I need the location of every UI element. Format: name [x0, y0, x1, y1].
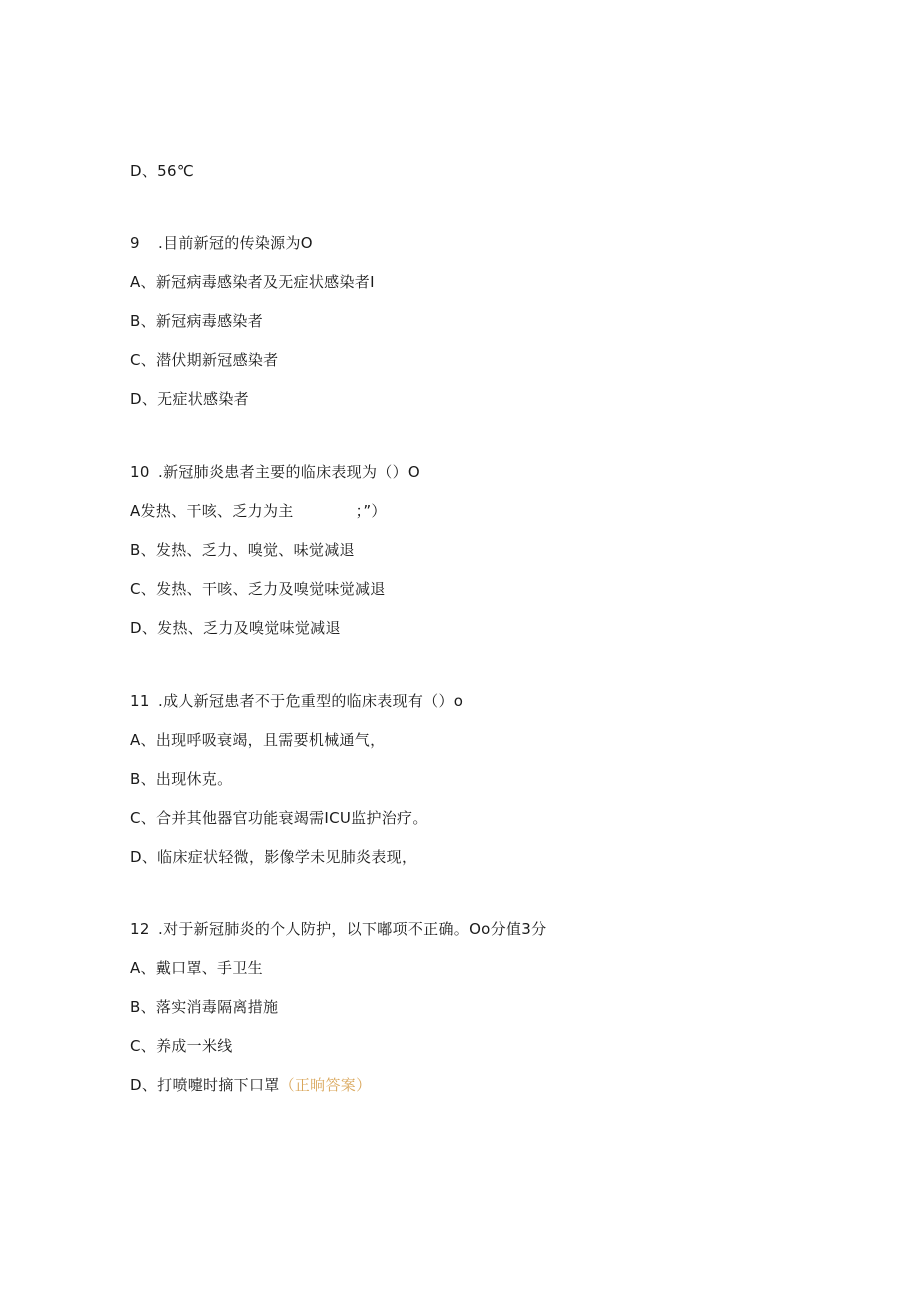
q10-option-c: [130, 579, 386, 599]
q11-option-d: [130, 847, 417, 867]
q9-option-c: [130, 350, 278, 370]
q11-option-b: [130, 769, 232, 789]
option-text: D、临床症状轻微，影像学未见肺炎表现，: [130, 848, 418, 866]
question-9: [130, 233, 313, 253]
option-d-prev: [130, 161, 194, 181]
option-text: B、新冠病毒感染者: [130, 312, 263, 330]
correct-answer-mark: （正晌答案）: [279, 1076, 372, 1094]
q10-option-d: [130, 618, 341, 638]
q10-option-b: [130, 540, 355, 560]
option-text: A发热、干咳、乏力为主: [130, 502, 294, 520]
q12-option-a: [130, 958, 263, 978]
stray-fragment: ；”）: [355, 502, 387, 520]
option-text: C、发热、干咳、乏力及嗅觉味觉减退: [130, 580, 386, 598]
q11-option-a: [130, 730, 385, 750]
question-text: .目前新冠的传染源为O: [158, 234, 313, 252]
option-text: C、养成一米线: [130, 1037, 233, 1055]
option-text: A、新冠病毒感染者及无症状感染者I: [130, 273, 375, 291]
question-text: .新冠肺炎患者主要的临床表现为（）O: [158, 463, 420, 481]
option-text: D、发热、乏力及嗅觉味觉减退: [130, 619, 341, 637]
question-number: 11: [130, 692, 150, 710]
q11-option-c: [130, 808, 428, 828]
option-text: D、56℃: [130, 162, 194, 180]
question-number: 9: [130, 234, 140, 252]
question-number: 12: [130, 920, 150, 938]
q9-option-d: [130, 389, 249, 409]
question-10: [130, 462, 420, 482]
q12-option-c: [130, 1036, 233, 1056]
option-text: C、合并其他器官功能衰竭需ICU监护治疗。: [130, 809, 428, 827]
option-text: B、出现休克。: [130, 770, 233, 788]
q9-option-a: [130, 272, 375, 292]
option-text: D、无症状感染者: [130, 390, 249, 408]
q9-option-b: [130, 311, 263, 331]
question-text: .对于新冠肺炎的个人防护，以下嘟项不正确。Oo分值3分: [158, 920, 547, 938]
option-text: B、落实消毒隔离措施: [130, 998, 279, 1016]
option-text: A、出现呼吸衰竭，且需要机械通气，: [130, 731, 386, 749]
q12-option-b: [130, 997, 278, 1017]
question-text: .成人新冠患者不于危重型的临床表现有（）o: [158, 692, 464, 710]
option-text: D、打喷嚏时摘下口罩: [130, 1076, 280, 1094]
question-11: [130, 691, 463, 711]
option-text: A、戴口罩、手卫生: [130, 959, 263, 977]
option-text: C、潜伏期新冠感染者: [130, 351, 279, 369]
q12-option-d: [130, 1075, 371, 1095]
q10-option-a: [130, 501, 387, 521]
question-12: [130, 919, 546, 939]
option-text: B、发热、乏力、嗅觉、味觉减退: [130, 541, 355, 559]
question-number: 10: [130, 463, 150, 481]
